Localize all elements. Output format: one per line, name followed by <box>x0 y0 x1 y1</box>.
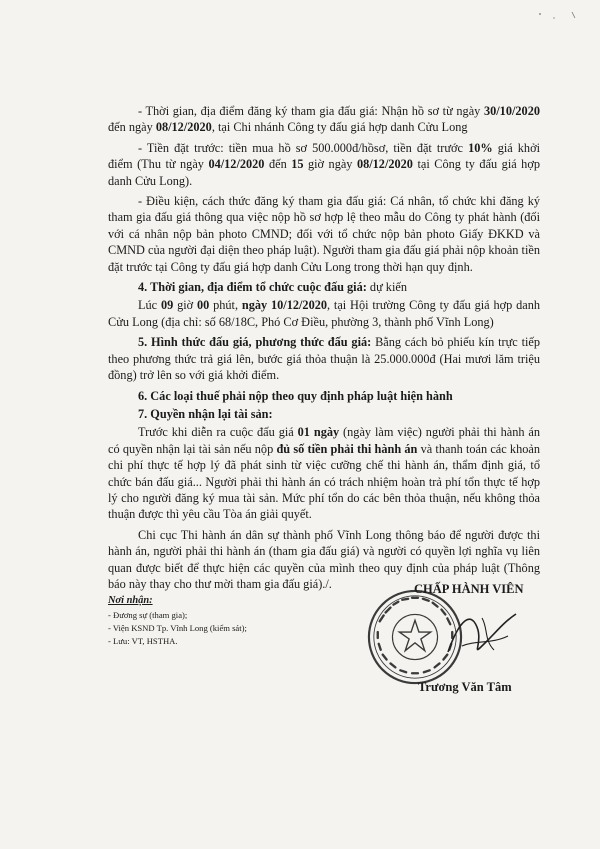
section-6-heading: 6. Các loại thuế phải nộp theo quy định pháp luật hiện hành <box>138 388 453 403</box>
recipient-item: - Lưu: VT, HSTHA. <box>108 636 178 646</box>
signer-title: CHẤP HÀNH VIÊN <box>414 582 524 596</box>
signer-block <box>360 580 540 700</box>
recipient-item: - Viện KSND Tp. Vĩnh Long (kiểm sát); <box>108 623 247 633</box>
section-7-heading: 7. Quyền nhận lại tài sản: <box>138 406 273 421</box>
registration-paragraph: - Thời gian, địa điểm đăng ký tham gia đấu giá: Nhận hồ sơ từ ngày 30/10/2020 đến ngày 08/12/2020, tại Chi nhánh Công ty đấu giá hợp danh Cửu Long <box>108 104 540 135</box>
deposit-paragraph: - Tiền đặt trước: tiền mua hồ sơ 500.000đ/hồsơ, tiền đặt trước 10% giá khởi điểm (Thu từ ngày 04/12/2020 đến 15 giờ ngày 08/12/2020 tại Công ty đấu giá hợp danh Cửu Long). <box>108 140 540 188</box>
signer-name: Trương Văn Tâm <box>418 680 512 694</box>
document-body <box>108 103 540 596</box>
section-4-heading: 4. Thời gian, địa điểm tổ chức cuộc đấu giá: dự kiến <box>138 280 407 295</box>
document-footer <box>108 582 538 704</box>
recipient-item: - Đương sự (tham gia); <box>108 610 188 620</box>
conditions-paragraph: - Điều kiện, cách thức đăng ký tham gia đấu giá: Cá nhân, tổ chức khi đăng ký tham gia đấu giá thông qua việc nộp hồ sơ hợp lệ theo mẫu do Công ty phát hành (đối với cá nhân nộp bản photo CMND; đối với tổ chức nộp bản photo Giấy ĐKKD và CMND của người đại diện theo pháp luật). Người tham gia đấu giá phải nộp khoản tiền đặt trước tại Công ty đấu giá hợp danh Cửu Long trong thời hạn quy định. <box>108 194 540 274</box>
notice-paragraph: Chi cục Thi hành án dân sự thành phố Vĩnh Long thông báo để người được thi hành án, người phải thi hành án (tham gia đấu giá) và người có quyền lợi nghĩa vụ liên quan được biết để thực hiện các quyền của mình theo quy định của pháp luật (Thông báo này thay cho thư mời tham gia đấu giá)./. <box>108 527 540 591</box>
auction-time-paragraph: Lúc 09 giờ 00 phút, ngày 10/12/2020, tại Hội trường Công ty đấu giá hợp danh Cửu Long (địa chỉ: số 68/18C, Phó Cơ Điều, phường 3, thành phố Vĩnh Long) <box>108 298 540 329</box>
recipients-block <box>108 594 328 648</box>
section-5-paragraph: 5. Hình thức đấu giá, phương thức đấu giá: Bằng cách bỏ phiếu kín trực tiếp theo phương thức trả giá lên, bước giá thỏa thuận là 25.000.000đ (Hai mươi lăm triệu đồng) trở lên so với giá khởi điểm. <box>108 335 541 383</box>
signature-icon <box>442 600 522 670</box>
scan-marks <box>532 6 582 26</box>
recipients-title: Nơi nhận: <box>108 595 153 606</box>
reclaim-paragraph: Trước khi diễn ra cuộc đấu giá 01 ngày (ngày làm việc) người phải thi hành án có quyền nhận lại tài sản nếu nộp đủ số tiền phải thi hành án và thanh toán các khoản chi phí thực tế hợp lý đã phát sinh từ việc cưỡng chế thi hành án, thẩm định giá, tổ chức bán đấu giá... Người phải thi hành án có trách nhiệm hoàn trả phí tổn thực tế hợp lý cho người đăng ký mua tài sản. Mức phí tổn do các bên thỏa thuận, nếu không thỏa thuận được thì yêu cầu Tòa án giải quyết. <box>108 425 541 522</box>
